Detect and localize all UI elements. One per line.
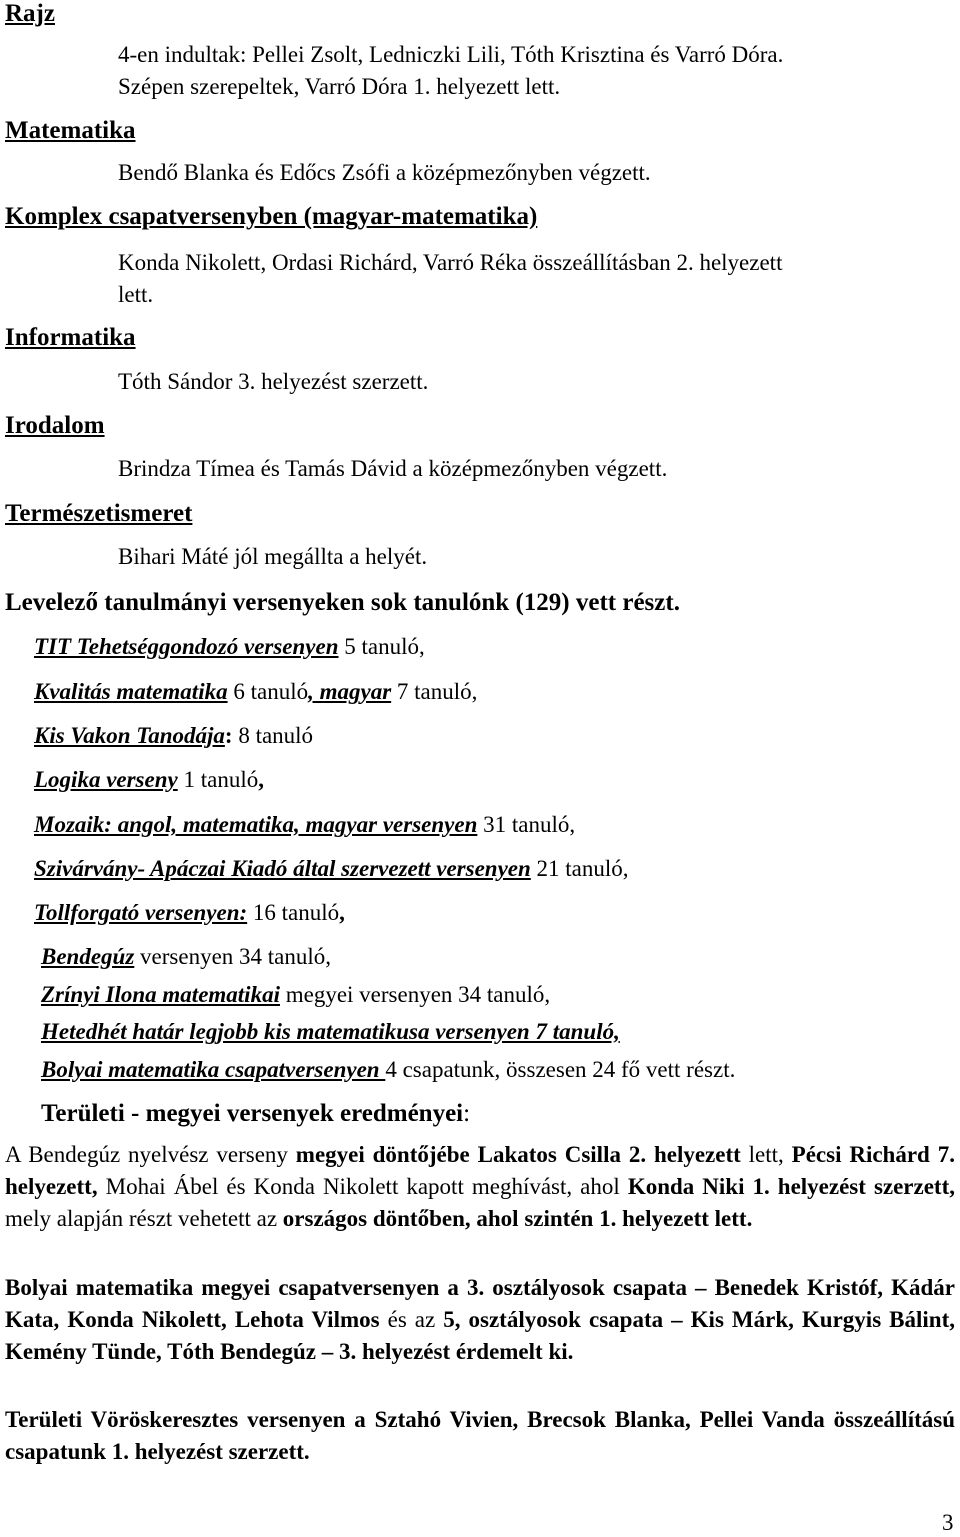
komplex-line-1: Konda Nikolett, Ordasi Richárd, Varró Réka összeállításban 2. helyezett (118, 250, 783, 275)
rajz-line-1: 4-en indultak: Pellei Zsolt, Ledniczki Lili, Tóth Krisztina és Varró Dóra. (118, 42, 784, 67)
teruleti-paragraph-2: Bolyai matematika megyei csapatversenyen a 3. osztályosok csapata – Benedek Kristóf, Kádár Kata, Konda Nikolett, Lehota Vilmos és az 5, osztályosok csapata – Kis Márk, Kurgyis Bálint, Kemény Tünde, Tóth Bendegúz – 3. helyezést érdemelt ki. (5, 1275, 955, 1364)
heading-termeszetismeret: Természetismeret (5, 500, 193, 527)
list-item: TIT Tehetséggondozó versenyen 5 tanuló, (34, 634, 425, 659)
matematika-text: Bendő Blanka és Edőcs Zsófi a középmezőnyben végzett. (118, 160, 651, 185)
list-item: Kis Vakon Tanodája: 8 tanuló (34, 723, 314, 748)
competition-name: Bolyai matematika csapatversenyen (41, 1057, 386, 1082)
heading-informatika: Informatika (5, 324, 136, 351)
list-item (41, 1019, 620, 1045)
list-item: Szivárvány- Apáczai Kiadó által szervezett versenyen 21 tanuló, (34, 856, 629, 881)
heading-rajz: Rajz (5, 0, 55, 27)
list-item: Zrínyi Ilona matematikai megyei versenyen 34 tanuló, (41, 982, 551, 1007)
termeszetismeret-text: Bihari Máté jól megállta a helyét. (118, 544, 428, 569)
komplex-line-2: lett. (118, 282, 154, 307)
informatika-text: Tóth Sándor 3. helyezést szerzett. (118, 369, 429, 394)
list-item: Logika verseny 1 tanuló, (34, 767, 264, 792)
competition-name: , magyar (308, 679, 392, 704)
list-item: Mozaik: angol, matematika, magyar versenyen 31 tanuló, (34, 812, 576, 837)
heading-komplex: Komplex csapatversenyben (magyar-matematika) (5, 203, 538, 230)
heading-levelezo: Levelező tanulmányi versenyeken sok tanulónk (129) vett részt. (5, 589, 680, 616)
teruleti-paragraph-1: A Bendegúz nyelvész verseny megyei döntőjébe Lakatos Csilla 2. helyezett lett, Pécsi Richárd 7. helyezett, Mohai Ábel és Konda Nikolett kapott meghívást, ahol Konda Niki 1. helyezést szerzett, mely alapján részt vehetett az országos döntőben, ahol szintén 1. helyezett lett. (5, 1142, 956, 1231)
competition-name: Tollforgató versenyen: (34, 900, 248, 925)
teruleti-paragraph-3: Területi Vöröskeresztes versenyen a Sztahó Vivien, Brecsok Blanka, Pellei Vanda összeállítású csapatunk 1. helyezést szerzett. (5, 1407, 955, 1464)
heading-teruleti: Területi - megyei versenyek eredményei: (41, 1100, 471, 1127)
list-item: Bolyai matematika csapatversenyen 4 csapatunk, összesen 24 fő vett részt. (41, 1057, 736, 1082)
list-item: Tollforgató versenyen: 16 tanuló, (34, 900, 345, 925)
competition-name: Logika verseny (34, 767, 178, 792)
competition-name: Hetedhét határ legjobb kis matematikusa versenyen 7 tanuló, (41, 1019, 620, 1044)
competition-name: Kis Vakon Tanodája (34, 723, 225, 748)
competition-name: Szivárvány- Apáczai Kiadó által szervezett versenyen (34, 856, 531, 881)
competition-name: Kvalitás matematika (34, 679, 228, 704)
competition-name: TIT Tehetséggondozó versenyen (34, 634, 339, 659)
page-number: 3 (942, 1510, 954, 1535)
competition-name: Zrínyi Ilona matematikai (41, 982, 280, 1007)
competition-name: Mozaik: angol, matematika, magyar versenyen (34, 812, 478, 837)
heading-matematika: Matematika (5, 117, 136, 144)
rajz-line-2: Szépen szerepeltek, Varró Dóra 1. helyezett lett. (118, 74, 561, 99)
irodalom-text: Brindza Tímea és Tamás Dávid a középmezőnyben végzett. (118, 456, 668, 481)
list-item: Bendegúz versenyen 34 tanuló, (41, 944, 332, 969)
list-item: Kvalitás matematika 6 tanuló, magyar 7 tanuló, (34, 679, 478, 704)
heading-irodalom: Irodalom (5, 412, 105, 439)
competition-name: Bendegúz (41, 944, 135, 969)
